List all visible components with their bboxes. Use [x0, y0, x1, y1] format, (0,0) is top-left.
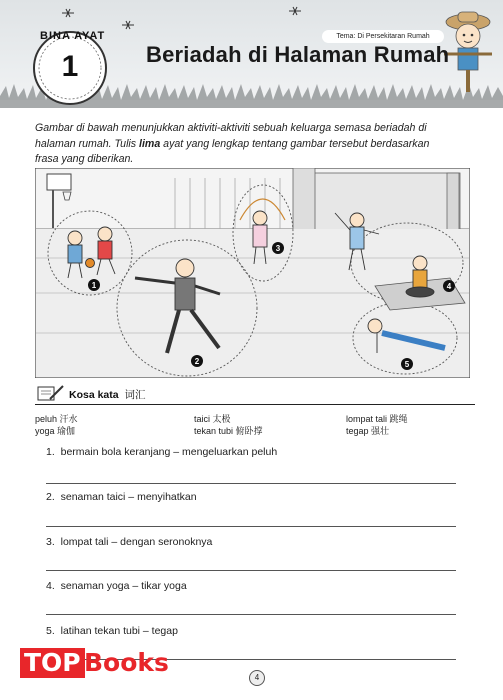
scene-marker-4: 4 [446, 282, 452, 291]
question-text: bermain bola keranjang – mengeluarkan peluh [60, 446, 278, 458]
instruction-line2-pre: halaman rumah. Tulis [35, 137, 140, 150]
page-title: Beriadah di Halaman Rumah [146, 42, 450, 67]
question-item [46, 580, 187, 592]
question-item [46, 446, 277, 458]
watermark-top: TOP [20, 648, 85, 678]
vocab-malay: tekan tubi [194, 426, 234, 436]
vocab-item [35, 424, 75, 437]
question-item [46, 625, 178, 637]
kosa-kata-title: Kosa kata [69, 389, 119, 401]
kosa-kata-title-cn: 词汇 [124, 389, 146, 401]
vocab-chinese: 俯卧撑 [235, 426, 263, 436]
question-text: senaman taici – menyihatkan [60, 491, 197, 503]
vocab-malay: lompat tali [346, 414, 388, 424]
vocab-chinese: 汗水 [59, 414, 78, 424]
vocab-item [346, 424, 389, 437]
kosa-kata-heading [69, 387, 145, 402]
question-number: 3. [46, 536, 55, 548]
dragonfly-icon [120, 20, 136, 30]
vocab-malay: taici [194, 414, 211, 424]
vocab-chinese: 太极 [212, 414, 231, 424]
instruction-line2-post: ayat yang lengkap tentang gambar tersebut berdasarkan [160, 137, 430, 150]
question-item [46, 536, 212, 548]
question-text: senaman yoga – tikar yoga [60, 580, 187, 592]
question-number: 1. [46, 446, 55, 458]
watermark-books: Books [84, 648, 169, 677]
scene-marker-2: 2 [194, 357, 200, 366]
vocab-chinese: 强壮 [371, 426, 390, 436]
vocab-chinese: 瑜伽 [57, 426, 76, 436]
question-number: 4. [46, 580, 55, 592]
vocab-malay: tegap [346, 426, 369, 436]
badge-label: BINA AYAT [40, 30, 106, 42]
question-text: lompat tali – dengan seronoknya [60, 536, 213, 548]
theme-tag: Tema: Di Persekitaran Rumah [322, 30, 444, 43]
badge-number: 1 [61, 50, 79, 83]
dragonfly-icon [60, 8, 76, 18]
scene-marker-1: 1 [91, 281, 97, 290]
answer-line[interactable] [46, 483, 456, 484]
page-number: 4 [249, 670, 265, 686]
answer-line[interactable] [46, 614, 456, 615]
question-number: 2. [46, 491, 55, 503]
instruction-line1: Gambar di bawah menunjukkan aktiviti-aktiviti sebuah keluarga semasa beriadah di [35, 122, 427, 134]
vocab-chinese: 跳绳 [389, 414, 408, 424]
question-text: latihan tekan tubi – tegap [60, 625, 178, 637]
vocab-item [194, 424, 263, 437]
vocab-malay: yoga [35, 426, 55, 436]
kosa-kata-divider [35, 404, 475, 405]
scene-marker-5: 5 [404, 360, 410, 369]
family-exercise-illustration [35, 168, 470, 378]
question-item [46, 491, 197, 503]
answer-line[interactable] [46, 570, 456, 571]
vocab-malay: peluh [35, 414, 58, 424]
instruction-line3: frasa yang diberikan. [35, 153, 134, 165]
instruction-text [35, 121, 475, 168]
scene-marker-3: 3 [275, 244, 281, 253]
dragonfly-icon [287, 6, 303, 16]
instruction-bold-word: lima [139, 137, 161, 150]
notebook-pencil-icon [36, 384, 66, 402]
answer-line[interactable] [46, 526, 456, 527]
question-number: 5. [46, 625, 55, 637]
